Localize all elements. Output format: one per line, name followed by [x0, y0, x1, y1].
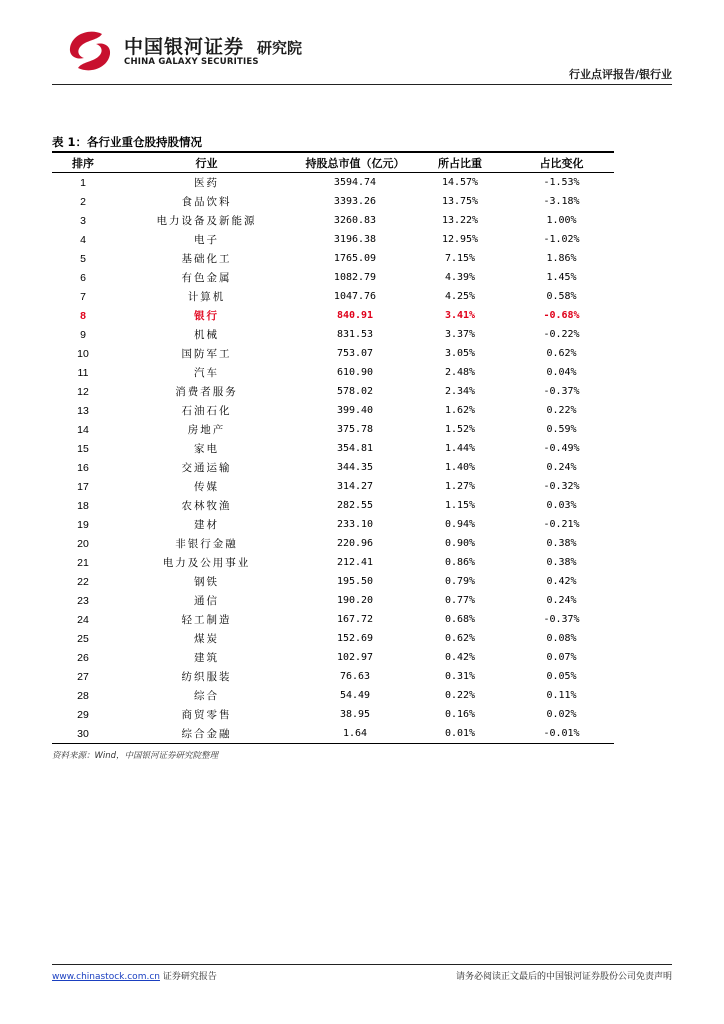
- rank-cell: 8: [80, 309, 86, 322]
- industry-cell: 轻工制造: [181, 614, 232, 626]
- table-title: 表 1：各行业重仓股持股情况: [52, 135, 203, 149]
- market-value-cell: 3393.26: [333, 196, 377, 207]
- report-type: 行业点评报告/银行业: [568, 68, 672, 81]
- website-link[interactable]: www.chinastock.com.cn: [52, 972, 160, 982]
- market-value-cell: 3196.38: [333, 234, 377, 245]
- share-change-cell: -0.22%: [543, 329, 580, 340]
- share-change-cell: 0.24%: [546, 462, 577, 473]
- market-value-cell: 38.95: [339, 709, 371, 720]
- share-cell: 0.90%: [444, 538, 476, 549]
- market-value-cell: 54.49: [339, 690, 371, 701]
- market-value-cell: 610.90: [336, 367, 374, 378]
- brand-name-en: CHINA GALAXY SECURITIES: [124, 57, 259, 67]
- industry-cell: 有色金属: [181, 272, 232, 284]
- source-note: 资料来源：Wind，中国银河证券研究院整理: [52, 751, 219, 761]
- table-row: [52, 268, 614, 287]
- industry-cell: 国防军工: [181, 348, 232, 360]
- industry-cell: 交通运输: [181, 462, 232, 474]
- rank-cell: 11: [77, 366, 89, 379]
- industry-cell: 家电: [194, 443, 219, 455]
- share-cell: 2.48%: [444, 367, 476, 378]
- table-row: [52, 287, 614, 306]
- table-row: [52, 344, 614, 363]
- share-cell: 1.15%: [444, 500, 476, 511]
- table-row: [52, 458, 614, 477]
- industry-cell: 汽车: [194, 367, 219, 379]
- share-change-cell: 0.38%: [546, 538, 577, 549]
- table-row: [52, 306, 614, 325]
- share-cell: 4.39%: [444, 272, 476, 283]
- market-value-cell: 314.27: [336, 481, 374, 492]
- share-change-cell: 0.42%: [546, 576, 577, 587]
- share-cell: 0.22%: [444, 690, 476, 701]
- share-cell: 1.27%: [444, 481, 476, 492]
- industry-cell: 食品饮料: [181, 196, 232, 208]
- industry-cell: 传媒: [194, 481, 219, 493]
- market-value-cell: 3594.74: [333, 177, 377, 188]
- table-row: [52, 591, 614, 610]
- rank-cell: 3: [80, 214, 86, 227]
- table-row: [52, 648, 614, 667]
- rank-cell: 10: [77, 347, 89, 360]
- rank-cell: 5: [80, 252, 86, 265]
- industry-cell: 消费者服务: [175, 386, 238, 398]
- rank-cell: 4: [80, 233, 86, 246]
- rank-cell: 12: [77, 385, 89, 398]
- industry-cell: 综合: [194, 690, 219, 702]
- rank-cell: 2: [80, 195, 86, 208]
- market-value-cell: 152.69: [336, 633, 374, 644]
- table-row: [52, 439, 614, 458]
- share-change-cell: -0.68%: [543, 310, 580, 321]
- rank-cell: 25: [77, 632, 89, 645]
- market-value-cell: 375.78: [336, 424, 374, 435]
- rank-cell: 17: [77, 480, 89, 493]
- table-row: [52, 249, 614, 268]
- disclaimer-notice: 请务必阅读正文最后的中国银河证券股份公司免责声明: [455, 972, 672, 982]
- table-row: [52, 382, 614, 401]
- market-value-cell: 354.81: [336, 443, 374, 454]
- share-change-cell: -3.18%: [543, 196, 580, 207]
- share-change-cell: 0.05%: [546, 671, 577, 682]
- industry-cell: 房地产: [187, 424, 226, 436]
- industry-cell: 基础化工: [181, 253, 232, 265]
- table-row: [52, 230, 614, 249]
- industry-cell: 综合金融: [114, 724, 299, 744]
- share-change-cell: -0.37%: [543, 614, 580, 625]
- industry-cell: 煤炭: [194, 633, 219, 645]
- market-value-cell: 282.55: [336, 500, 374, 511]
- rank-cell: 28: [77, 689, 89, 702]
- market-value-cell: 578.02: [336, 386, 374, 397]
- brand-name-cn: 中国银河证券: [124, 36, 245, 58]
- share-cell: 4.25%: [444, 291, 476, 302]
- table-row: [52, 515, 614, 534]
- share-cell: 0.79%: [444, 576, 476, 587]
- footer-left: [52, 969, 217, 982]
- market-value-cell: 167.72: [336, 614, 374, 625]
- market-value-cell: 1082.79: [333, 272, 377, 283]
- industry-cell: 建筑: [194, 652, 219, 664]
- share-cell: 13.22%: [441, 215, 479, 226]
- table-row: [52, 420, 614, 439]
- rank-cell: 20: [77, 537, 89, 550]
- rank-cell: 26: [77, 651, 89, 664]
- share-change-cell: -0.37%: [543, 386, 580, 397]
- table-row: [52, 705, 614, 724]
- rank-cell: 18: [77, 499, 89, 512]
- industry-cell: 计算机: [187, 291, 226, 303]
- share-change-cell: -0.32%: [543, 481, 580, 492]
- share-change-cell: 0.22%: [546, 405, 577, 416]
- rank-cell: 1: [80, 176, 86, 189]
- rank-cell: 30: [52, 724, 114, 744]
- share-cell: 13.75%: [441, 196, 479, 207]
- share-cell: 7.15%: [444, 253, 476, 264]
- report-header: [52, 24, 672, 86]
- market-value-cell: 753.07: [336, 348, 374, 359]
- market-value-cell: 1.64: [299, 724, 411, 744]
- header-divider: [52, 84, 672, 85]
- market-value-cell: 1765.09: [333, 253, 377, 264]
- column-header-industry: 行业: [114, 152, 299, 173]
- table-row: [52, 192, 614, 211]
- rank-cell: 16: [77, 461, 89, 474]
- industry-cell: 电子: [194, 234, 219, 246]
- table-row: [52, 610, 614, 629]
- share-change-cell: -1.02%: [543, 234, 580, 245]
- share-cell: 3.05%: [444, 348, 476, 359]
- table-body: [52, 173, 614, 744]
- share-change-cell: 0.03%: [546, 500, 577, 511]
- share-cell: 0.16%: [444, 709, 476, 720]
- market-value-cell: 195.50: [336, 576, 374, 587]
- share-cell: 0.77%: [444, 595, 476, 606]
- market-value-cell: 212.41: [336, 557, 374, 568]
- table-row: [52, 686, 614, 705]
- rank-cell: 21: [77, 556, 89, 569]
- rank-cell: 9: [80, 328, 86, 341]
- market-value-cell: 399.40: [336, 405, 374, 416]
- footer-left-label: 证券研究报告: [159, 972, 217, 982]
- share-cell: 0.94%: [444, 519, 476, 530]
- table-header-row: [52, 152, 614, 173]
- column-header-rank: 排序: [52, 152, 114, 173]
- table-row: [52, 325, 614, 344]
- share-change-cell: -1.53%: [543, 177, 580, 188]
- rank-cell: 14: [77, 423, 89, 436]
- share-change-cell: 0.11%: [546, 690, 577, 701]
- share-change-cell: 0.24%: [546, 595, 577, 606]
- share-cell: 1.44%: [444, 443, 476, 454]
- share-cell: 2.34%: [444, 386, 476, 397]
- share-cell: 0.68%: [444, 614, 476, 625]
- table-row: [52, 496, 614, 515]
- industry-cell: 机械: [194, 329, 219, 341]
- industry-cell: 农林牧渔: [181, 500, 232, 512]
- table-row: [52, 477, 614, 496]
- industry-holdings-table: [52, 151, 614, 744]
- share-change-cell: 0.38%: [546, 557, 577, 568]
- rank-cell: 29: [77, 708, 89, 721]
- rank-cell: 15: [77, 442, 89, 455]
- industry-cell: 纺织服装: [181, 671, 232, 683]
- share-cell: 1.62%: [444, 405, 476, 416]
- market-value-cell: 840.91: [336, 310, 374, 321]
- share-cell: 3.37%: [444, 329, 476, 340]
- rank-cell: 19: [77, 518, 89, 531]
- rank-cell: 13: [77, 404, 89, 417]
- column-header-share: 所占比重: [411, 152, 509, 173]
- share-cell: 0.42%: [444, 652, 476, 663]
- share-change-cell: 0.58%: [546, 291, 577, 302]
- table-row: [52, 363, 614, 382]
- share-cell: 12.95%: [441, 234, 479, 245]
- market-value-cell: 831.53: [336, 329, 374, 340]
- market-value-cell: 220.96: [336, 538, 374, 549]
- institute-label: 研究院: [257, 39, 303, 57]
- share-change-cell: 1.86%: [546, 253, 577, 264]
- share-change-cell: 1.45%: [546, 272, 577, 283]
- table-row: [52, 667, 614, 686]
- rank-cell: 27: [77, 670, 89, 683]
- column-header-market-value: 持股总市值（亿元）: [299, 152, 411, 173]
- share-change-cell: -0.21%: [543, 519, 580, 530]
- table-row: [52, 572, 614, 591]
- industry-cell: 医药: [194, 177, 219, 189]
- industry-cell: 电力设备及新能源: [156, 215, 257, 227]
- industry-cell: 电力及公用事业: [162, 557, 251, 569]
- share-cell: 0.01%: [411, 724, 509, 744]
- share-change-cell: 1.00%: [546, 215, 577, 226]
- share-change-cell: -0.49%: [543, 443, 580, 454]
- table-row: [52, 534, 614, 553]
- share-cell: 1.40%: [444, 462, 476, 473]
- share-change-cell: 0.08%: [546, 633, 577, 644]
- table-row: [52, 173, 614, 193]
- galaxy-logo-icon: [64, 28, 116, 74]
- share-cell: 0.62%: [444, 633, 476, 644]
- share-cell: 1.52%: [444, 424, 476, 435]
- share-change-cell: 0.07%: [546, 652, 577, 663]
- market-value-cell: 1047.76: [333, 291, 377, 302]
- industry-cell: 银行: [194, 310, 219, 322]
- share-cell: 0.86%: [444, 557, 476, 568]
- share-cell: 3.41%: [444, 310, 476, 321]
- share-change-cell: 0.59%: [546, 424, 577, 435]
- table-row: [52, 553, 614, 572]
- share-change-cell: 0.02%: [546, 709, 577, 720]
- industry-cell: 钢铁: [194, 576, 219, 588]
- industry-cell: 石油石化: [181, 405, 232, 417]
- table-row: [52, 211, 614, 230]
- market-value-cell: 76.63: [339, 671, 371, 682]
- market-value-cell: 3260.83: [333, 215, 377, 226]
- market-value-cell: 102.97: [336, 652, 374, 663]
- rank-cell: 24: [77, 613, 89, 626]
- share-cell: 0.31%: [444, 671, 476, 682]
- rank-cell: 22: [77, 575, 89, 588]
- column-header-share-change: 占比变化: [509, 152, 614, 173]
- rank-cell: 7: [80, 290, 86, 303]
- share-change-cell: 0.04%: [546, 367, 577, 378]
- industry-cell: 建材: [194, 519, 219, 531]
- rank-cell: 23: [77, 594, 89, 607]
- industry-cell: 通信: [194, 595, 219, 607]
- footer-divider: [52, 964, 672, 965]
- market-value-cell: 190.20: [336, 595, 374, 606]
- table-row: [52, 724, 614, 744]
- market-value-cell: 233.10: [336, 519, 374, 530]
- table-row: [52, 629, 614, 648]
- share-change-cell: -0.01%: [509, 724, 614, 744]
- industry-cell: 商贸零售: [181, 709, 232, 721]
- industry-cell: 非银行金融: [175, 538, 238, 550]
- table-row: [52, 401, 614, 420]
- share-cell: 14.57%: [441, 177, 479, 188]
- rank-cell: 6: [80, 271, 86, 284]
- market-value-cell: 344.35: [336, 462, 374, 473]
- share-change-cell: 0.62%: [546, 348, 577, 359]
